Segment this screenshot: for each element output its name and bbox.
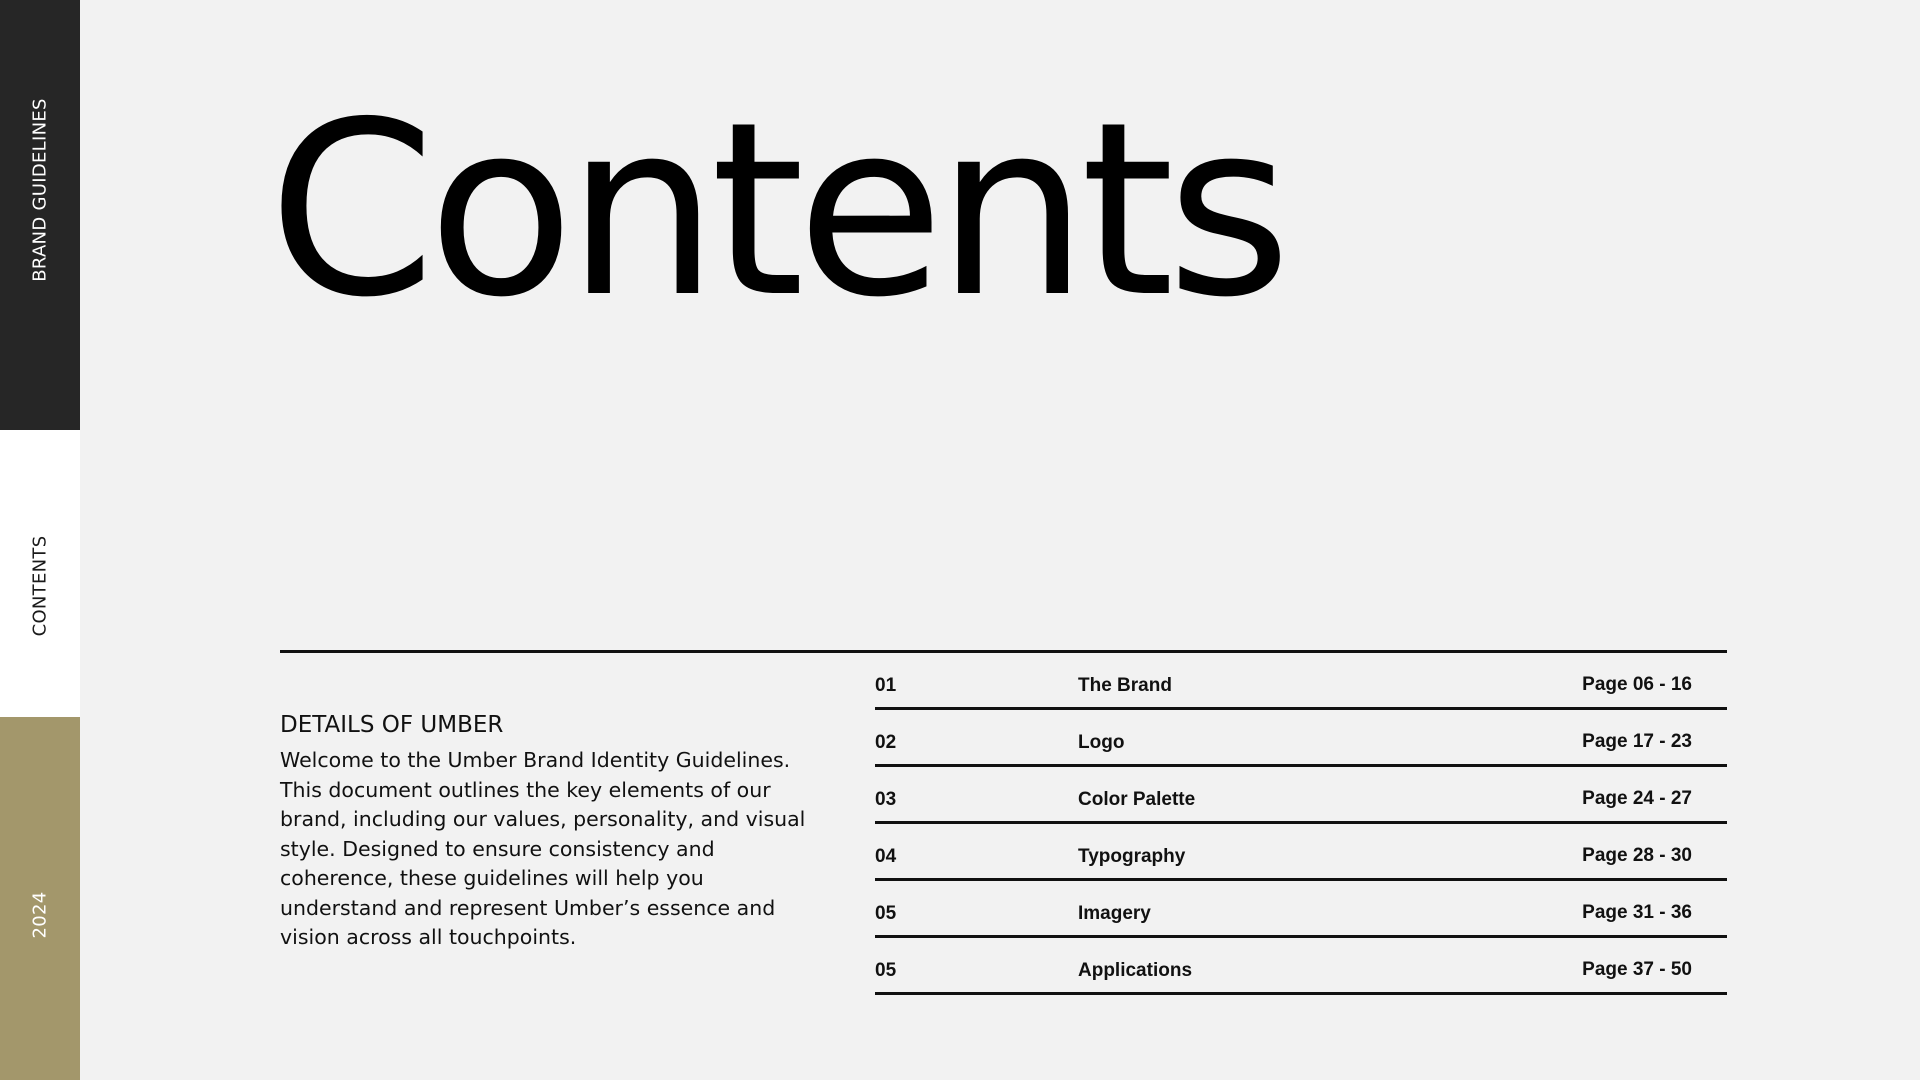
side-label-year: 2024 bbox=[29, 891, 51, 939]
toc-number: 05 bbox=[875, 960, 897, 981]
side-label-contents: CONTENTS bbox=[29, 535, 51, 637]
toc-pages: Page 37 - 50 bbox=[1582, 959, 1692, 980]
toc-title: Typography bbox=[1078, 846, 1186, 867]
toc-pages: Page 06 - 16 bbox=[1582, 674, 1692, 695]
toc-number: 03 bbox=[875, 789, 897, 810]
toc-row[interactable] bbox=[875, 824, 1727, 881]
side-band-year bbox=[0, 717, 80, 1080]
details-body: Welcome to the Umber Brand Identity Guidelines. This document outlines the key elements of our brand, including our values, personality, and visual style. Designed to ensure consistency and coherence, these guidelines will help you understand and represent Umber’s essence and vision across all touchpoints. bbox=[280, 748, 806, 949]
details-section bbox=[280, 712, 820, 953]
side-label-brand-guidelines: BRAND GUIDELINES bbox=[29, 98, 51, 282]
toc-row[interactable] bbox=[875, 710, 1727, 767]
toc-pages: Page 24 - 27 bbox=[1582, 788, 1692, 809]
toc-number: 02 bbox=[875, 732, 897, 753]
details-heading: DETAILS OF UMBER bbox=[280, 712, 504, 738]
toc-title: Color Palette bbox=[1078, 789, 1196, 810]
side-band-brand-guidelines bbox=[0, 0, 80, 430]
toc-row[interactable] bbox=[875, 881, 1727, 938]
toc-title: The Brand bbox=[1078, 675, 1172, 696]
toc-number: 04 bbox=[875, 846, 897, 867]
table-of-contents bbox=[875, 653, 1727, 995]
toc-title: Imagery bbox=[1078, 903, 1151, 924]
toc-row[interactable] bbox=[875, 653, 1727, 710]
toc-number: 01 bbox=[875, 675, 897, 696]
toc-pages: Page 17 - 23 bbox=[1582, 731, 1692, 752]
side-band-contents bbox=[0, 430, 80, 717]
toc-row[interactable] bbox=[875, 767, 1727, 824]
toc-number: 05 bbox=[875, 903, 897, 924]
page-title: Contents bbox=[268, 70, 1284, 350]
toc-pages: Page 31 - 36 bbox=[1582, 902, 1692, 923]
toc-row[interactable] bbox=[875, 938, 1727, 995]
toc-pages: Page 28 - 30 bbox=[1582, 845, 1692, 866]
toc-title: Logo bbox=[1078, 732, 1125, 753]
toc-title: Applications bbox=[1078, 960, 1193, 981]
